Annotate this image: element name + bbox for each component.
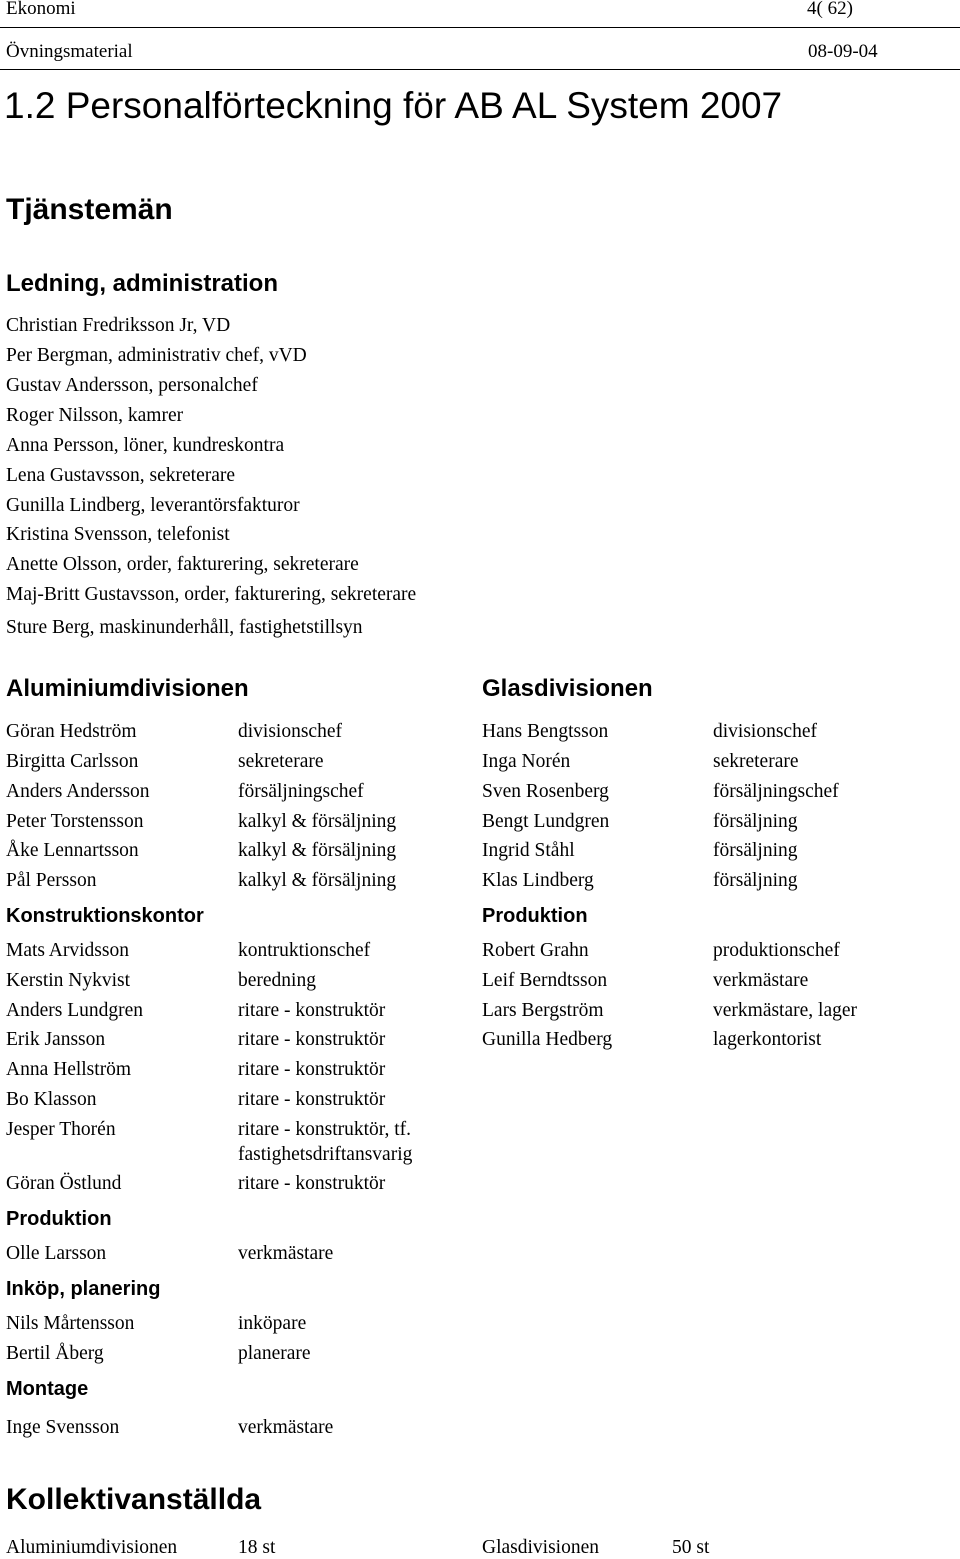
ledning-list-item: Per Bergman, administrativ chef, vVD [6, 345, 307, 366]
ledning-list-item: Gustav Andersson, personalchef [6, 375, 258, 396]
glas-produktion-name: Gunilla Hedberg [482, 1029, 613, 1050]
ledning-list-item: Sture Berg, maskinunderhåll, fastighetstillsyn [6, 617, 363, 638]
konstruktion-role: ritare - konstruktör [238, 1173, 386, 1194]
alu-staff-name: Peter Torstensson [6, 811, 144, 832]
alu-produktion-role: verkmästare [238, 1243, 334, 1264]
alu-staff-role: kalkyl & försäljning [238, 811, 397, 832]
glas-staff-name: Klas Lindberg [482, 870, 594, 891]
inkop-role: planerare [238, 1343, 311, 1364]
glas-staff-role: försäljningschef [713, 781, 839, 802]
konstruktion-name: Anders Lundgren [6, 1000, 144, 1021]
glas-produktion-name: Robert Grahn [482, 940, 589, 961]
ledning-list-item: Gunilla Lindberg, leverantörsfakturor [6, 495, 300, 516]
glas-staff-role: försäljning [713, 840, 798, 861]
glas-staff-name: Sven Rosenberg [482, 781, 609, 802]
alu-staff-role: kalkyl & försäljning [238, 870, 397, 891]
glas-produktion-role: lagerkontorist [713, 1029, 822, 1050]
header-divider-bottom [0, 69, 960, 70]
alu-staff-name: Anders Andersson [6, 781, 150, 802]
glas-produktion-role: verkmästare [713, 970, 809, 991]
subheading-inkop: Inköp, planering [6, 1278, 161, 1300]
konstruktion-name: Mats Arvidsson [6, 940, 129, 961]
subheading-glas-produktion: Produktion [482, 905, 588, 927]
konstruktion-role: kontruktionschef [238, 940, 371, 961]
glas-produktion-role: verkmästare, lager [713, 1000, 858, 1021]
ledning-list-item: Lena Gustavsson, sekreterare [6, 465, 236, 486]
alu-staff-name: Göran Hedström [6, 721, 137, 742]
ledning-list-item: Kristina Svensson, telefonist [6, 524, 230, 545]
header-department: Ekonomi [6, 0, 76, 19]
alu-staff-name: Åke Lennartsson [6, 840, 139, 861]
konstruktion-role: beredning [238, 970, 316, 991]
header-page-number: 4( 62) [807, 0, 853, 19]
alu-staff-role: divisionschef [238, 721, 342, 742]
konstruktion-role-continued: fastighetsdriftansvarig [238, 1144, 413, 1165]
glas-staff-role: försäljning [713, 811, 798, 832]
konstruktion-name: Anna Hellström [6, 1059, 132, 1080]
glas-staff-role: försäljning [713, 870, 798, 891]
ledning-list-item: Roger Nilsson, kamrer [6, 405, 184, 426]
kollektiv-glas-label: Glasdivisionen [482, 1537, 599, 1558]
section-heading-tjanstemn: Tjänstemän [6, 193, 173, 226]
header-date: 08-09-04 [808, 41, 878, 62]
section-heading-kollektiv: Kollektivanställda [6, 1483, 262, 1516]
page-title: 1.2 Personalförteckning för AB AL System 2007 [4, 85, 783, 126]
kollektiv-alu-label: Aluminiumdivisionen [6, 1537, 178, 1558]
alu-staff-role: kalkyl & försäljning [238, 840, 397, 861]
glas-produktion-name: Lars Bergström [482, 1000, 604, 1021]
konstruktion-role: ritare - konstruktör [238, 1089, 386, 1110]
kollektiv-glas-count: 50 st [672, 1537, 710, 1558]
section-heading-ledning: Ledning, administration [6, 270, 279, 297]
subheading-montage: Montage [6, 1378, 89, 1400]
alu-produktion-name: Olle Larsson [6, 1243, 107, 1264]
alu-staff-role: försäljningschef [238, 781, 364, 802]
glas-staff-role: sekreterare [713, 751, 799, 772]
glas-staff-name: Inga Norén [482, 751, 571, 772]
konstruktion-name: Göran Östlund [6, 1173, 122, 1194]
header-material: Övningsmaterial [6, 41, 133, 62]
ledning-list-item: Anna Persson, löner, kundreskontra [6, 435, 285, 456]
glas-produktion-role: produktionschef [713, 940, 840, 961]
konstruktion-name: Kerstin Nykvist [6, 970, 131, 991]
inkop-name: Bertil Åberg [6, 1343, 104, 1364]
ledning-list-item: Christian Fredriksson Jr, VD [6, 315, 231, 336]
konstruktion-role: ritare - konstruktör [238, 1000, 386, 1021]
inkop-role: inköpare [238, 1313, 307, 1334]
inkop-name: Nils Mårtensson [6, 1313, 135, 1334]
konstruktion-role: ritare - konstruktör [238, 1059, 386, 1080]
konstruktion-name: Jesper Thorén [6, 1119, 116, 1140]
alu-staff-name: Birgitta Carlsson [6, 751, 139, 772]
konstruktion-name: Bo Klasson [6, 1089, 97, 1110]
header-divider-top [0, 27, 960, 28]
konstruktion-name: Erik Jansson [6, 1029, 106, 1050]
alu-staff-role: sekreterare [238, 751, 324, 772]
section-heading-alu: Aluminiumdivisionen [6, 675, 249, 702]
ledning-list-item: Anette Olsson, order, fakturering, sekreterare [6, 554, 359, 575]
glas-staff-name: Ingrid Ståhl [482, 840, 575, 861]
section-heading-glas: Glasdivisionen [482, 675, 653, 702]
ledning-list-item: Maj-Britt Gustavsson, order, fakturering, sekreterare [6, 584, 417, 605]
montage-role: verkmästare [238, 1417, 334, 1438]
konstruktion-role: ritare - konstruktör, tf. [238, 1119, 412, 1140]
konstruktion-role: ritare - konstruktör [238, 1029, 386, 1050]
kollektiv-alu-count: 18 st [238, 1537, 276, 1558]
glas-staff-name: Hans Bengtsson [482, 721, 609, 742]
glas-produktion-name: Leif Berndtsson [482, 970, 608, 991]
glas-staff-name: Bengt Lundgren [482, 811, 610, 832]
montage-name: Inge Svensson [6, 1417, 120, 1438]
glas-staff-role: divisionschef [713, 721, 817, 742]
subheading-alu-produktion: Produktion [6, 1208, 112, 1230]
alu-staff-name: Pål Persson [6, 870, 97, 891]
subheading-konstruktion: Konstruktionskontor [6, 905, 204, 927]
